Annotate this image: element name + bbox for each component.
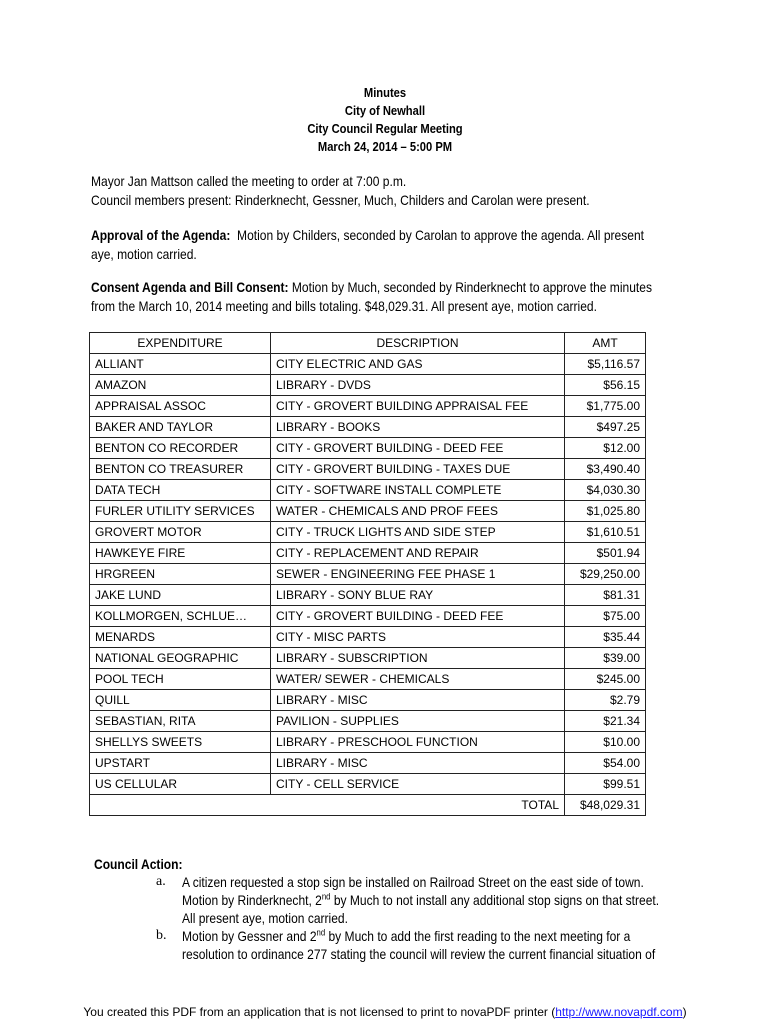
table-row	[90, 690, 646, 711]
total-value: $48,029.31	[565, 795, 646, 816]
description-cell: CITY - GROVERT BUILDING - DEED FEE	[271, 606, 565, 627]
description-cell: CITY - MISC PARTS	[271, 627, 565, 648]
header-meeting-type: City Council Regular Meeting	[307, 121, 463, 136]
description-cell: WATER - CHEMICALS AND PROF FEES	[271, 501, 565, 522]
column-header-expenditure: EXPENDITURE	[90, 333, 271, 354]
amount-cell: $3,490.40	[565, 459, 646, 480]
column-header-description: DESCRIPTION	[271, 333, 565, 354]
table-row	[90, 648, 646, 669]
expenditure-cell: BENTON CO RECORDER	[90, 438, 271, 459]
table-row	[90, 627, 646, 648]
item-b-label: b.	[156, 928, 167, 943]
table-row	[90, 417, 646, 438]
description-cell: CITY - GROVERT BUILDING APPRAISAL FEE	[271, 396, 565, 417]
novapdf-link[interactable]: http://www.novapdf.com	[555, 1005, 683, 1019]
table-row	[90, 669, 646, 690]
table-row	[90, 396, 646, 417]
description-cell: LIBRARY - SONY BLUE RAY	[271, 585, 565, 606]
description-cell: CITY - SOFTWARE INSTALL COMPLETE	[271, 480, 565, 501]
amount-cell: $1,610.51	[565, 522, 646, 543]
amount-cell: $29,250.00	[565, 564, 646, 585]
table-row	[90, 480, 646, 501]
amount-cell: $245.00	[565, 669, 646, 690]
consent-agenda-text-2: from the March 10, 2014 meeting and bills totaling. $48,029.31. All present aye, motion carried.	[91, 298, 597, 314]
amount-cell: $56.15	[565, 375, 646, 396]
description-cell: SEWER - ENGINEERING FEE PHASE 1	[271, 564, 565, 585]
description-cell: LIBRARY - MISC	[271, 753, 565, 774]
amount-cell: $39.00	[565, 648, 646, 669]
table-row	[90, 522, 646, 543]
call-to-order: Mayor Jan Mattson called the meeting to order at 7:00 p.m.	[91, 173, 407, 189]
amount-cell: $4,030.30	[565, 480, 646, 501]
expenditure-cell: BENTON CO TREASURER	[90, 459, 271, 480]
pdf-footer-notice	[0, 1005, 770, 1019]
agenda-approval-paragraph	[91, 226, 734, 264]
description-cell: CITY - REPLACEMENT AND REPAIR	[271, 543, 565, 564]
agenda-approval-label: Approval of the Agenda:	[91, 227, 231, 243]
expenditure-cell: UPSTART	[90, 753, 271, 774]
table-row	[90, 585, 646, 606]
amount-cell: $21.34	[565, 711, 646, 732]
description-cell: LIBRARY - SUBSCRIPTION	[271, 648, 565, 669]
amount-cell: $497.25	[565, 417, 646, 438]
expenditure-cell: APPRAISAL ASSOC	[90, 396, 271, 417]
table-header-row	[90, 333, 646, 354]
table-body	[90, 354, 646, 795]
description-cell: LIBRARY - PRESCHOOL FUNCTION	[271, 732, 565, 753]
table-total-row	[90, 795, 646, 816]
footer-text: You created this PDF from an application that is not licensed to print to novaPDF printer (	[83, 1005, 556, 1019]
expenditure-cell: DATA TECH	[90, 480, 271, 501]
expenditure-cell: POOL TECH	[90, 669, 271, 690]
footer-close: )	[682, 1005, 687, 1019]
table-row	[90, 753, 646, 774]
header-city: City of Newhall	[344, 103, 426, 118]
amount-cell: $10.00	[565, 732, 646, 753]
intro-paragraph	[91, 172, 671, 210]
expenditure-cell: FURLER UTILITY SERVICES	[90, 501, 271, 522]
minutes-header	[0, 84, 770, 156]
consent-agenda-label: Consent Agenda and Bill Consent:	[91, 279, 289, 295]
item-b-line-1: Motion by Gessner and 2nd by Much to add the first reading to the next meeting for a	[182, 927, 631, 944]
expenditure-cell: HRGREEN	[90, 564, 271, 585]
item-b-line-2: resolution to ordinance 277 stating the council will review the current financial situation of	[182, 946, 656, 962]
council-action-title: Council Action:	[94, 856, 183, 872]
amount-cell: $5,116.57	[565, 354, 646, 375]
amount-cell: $2.79	[565, 690, 646, 711]
expenditure-cell: HAWKEYE FIRE	[90, 543, 271, 564]
table-row	[90, 564, 646, 585]
amount-cell: $54.00	[565, 753, 646, 774]
amount-cell: $1,025.80	[565, 501, 646, 522]
amount-cell: $75.00	[565, 606, 646, 627]
agenda-approval-text: Motion by Childers, seconded by Carolan to approve the agenda. All present	[237, 227, 644, 243]
amount-cell: $99.51	[565, 774, 646, 795]
table-row	[90, 438, 646, 459]
table-row	[90, 354, 646, 375]
description-cell: CITY ELECTRIC AND GAS	[271, 354, 565, 375]
description-cell: CITY - GROVERT BUILDING - DEED FEE	[271, 438, 565, 459]
description-cell: CITY - TRUCK LIGHTS AND SIDE STEP	[271, 522, 565, 543]
item-a-line-3: All present aye, motion carried.	[182, 910, 348, 926]
table-row	[90, 606, 646, 627]
description-cell: CITY - CELL SERVICE	[271, 774, 565, 795]
description-cell: CITY - GROVERT BUILDING - TAXES DUE	[271, 459, 565, 480]
expenditure-cell: MENARDS	[90, 627, 271, 648]
item-a-line-1: A citizen requested a stop sign be installed on Railroad Street on the east side of town.	[182, 874, 644, 890]
description-cell: LIBRARY - MISC	[271, 690, 565, 711]
description-cell: PAVILION - SUPPLIES	[271, 711, 565, 732]
consent-agenda-text: Motion by Much, seconded by Rinderknecht to approve the minutes	[291, 279, 652, 295]
description-cell: LIBRARY - BOOKS	[271, 417, 565, 438]
description-cell: WATER/ SEWER - CHEMICALS	[271, 669, 565, 690]
header-title: Minutes	[363, 85, 407, 100]
expenditure-cell: SEBASTIAN, RITA	[90, 711, 271, 732]
expenditure-cell: AMAZON	[90, 375, 271, 396]
item-a-line-2: Motion by Rinderknecht, 2nd by Much to not install any additional stop signs on that street.	[182, 891, 660, 908]
amount-cell: $501.94	[565, 543, 646, 564]
expenditure-cell: BAKER AND TAYLOR	[90, 417, 271, 438]
header-date: March 24, 2014 – 5:00 PM	[317, 139, 453, 154]
amount-cell: $35.44	[565, 627, 646, 648]
total-label: TOTAL	[90, 795, 565, 816]
members-present: Council members present: Rinderknecht, Gessner, Much, Childers and Carolan were present.	[91, 192, 590, 208]
expenditure-cell: US CELLULAR	[90, 774, 271, 795]
amount-cell: $81.31	[565, 585, 646, 606]
column-header-amount: AMT	[565, 333, 646, 354]
expenditure-cell: ALLIANT	[90, 354, 271, 375]
table-row	[90, 774, 646, 795]
amount-cell: $1,775.00	[565, 396, 646, 417]
expenditure-cell: NATIONAL GEOGRAPHIC	[90, 648, 271, 669]
table-row	[90, 501, 646, 522]
expenditure-cell: JAKE LUND	[90, 585, 271, 606]
table-row	[90, 543, 646, 564]
table-row	[90, 375, 646, 396]
expenditure-cell: SHELLYS SWEETS	[90, 732, 271, 753]
table-row	[90, 732, 646, 753]
agenda-approval-text-2: aye, motion carried.	[91, 246, 197, 262]
description-cell: LIBRARY - DVDS	[271, 375, 565, 396]
expenditure-cell: QUILL	[90, 690, 271, 711]
expenditure-cell: KOLLMORGEN, SCHLUE…	[90, 606, 271, 627]
table-row	[90, 711, 646, 732]
table-row	[90, 459, 646, 480]
consent-agenda-paragraph	[91, 278, 743, 316]
amount-cell: $12.00	[565, 438, 646, 459]
item-a-label: a.	[156, 874, 166, 889]
expenditure-table	[89, 332, 646, 816]
expenditure-cell: GROVERT MOTOR	[90, 522, 271, 543]
